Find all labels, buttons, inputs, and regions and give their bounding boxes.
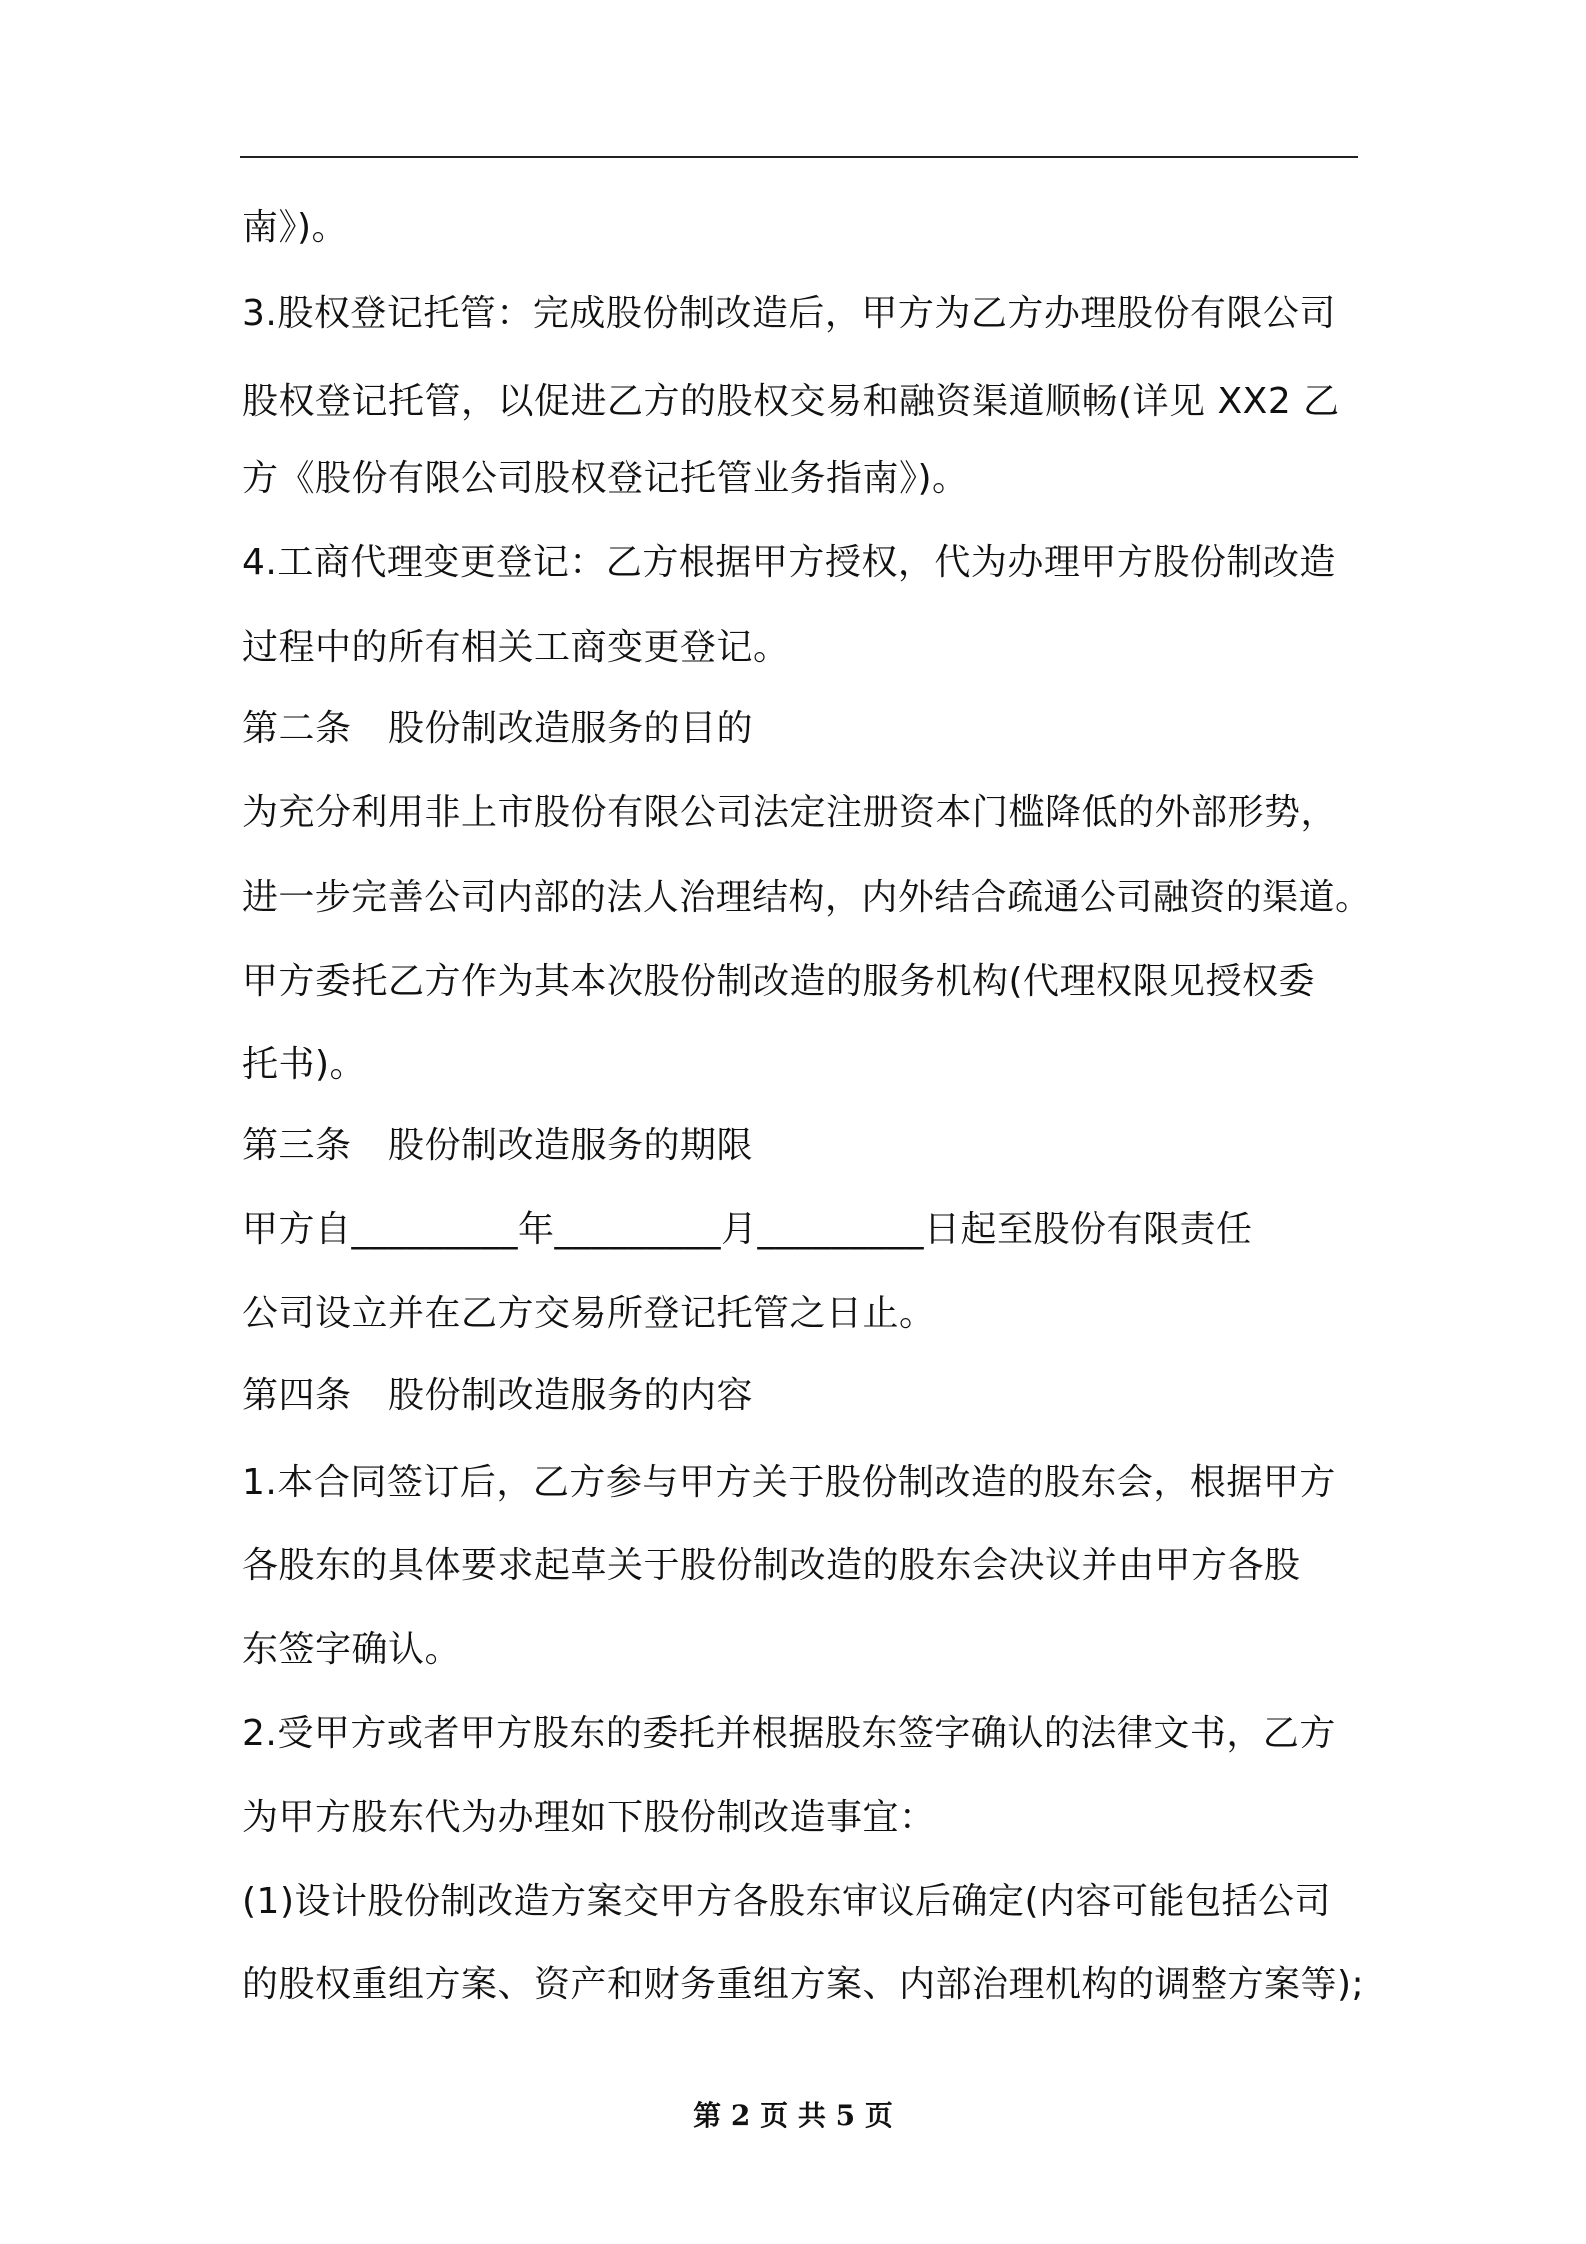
body-line: 方《股份有限公司股权登记托管业务指南》)。 xyxy=(242,458,969,499)
body-line: 公司设立并在乙方交易所登记托管之日止。 xyxy=(242,1293,936,1334)
header-rule xyxy=(240,156,1358,158)
body-line: 为充分利用非上市股份有限公司法定注册资本门槛降低的外部形势， xyxy=(242,792,1338,833)
article-heading: 第四条 股份制改造服务的内容 xyxy=(242,1375,754,1416)
body-line: 托书)。 xyxy=(242,1044,367,1085)
body-line: 东签字确认。 xyxy=(242,1629,462,1670)
body-line: 过程中的所有相关工商变更登记。 xyxy=(242,627,790,668)
body-line: 甲方委托乙方作为其本次股份制改造的服务机构(代理权限见授权委 xyxy=(242,961,1316,1002)
body-line: 2.受甲方或者甲方股东的委托并根据股东签字确认的法律文书，乙方 xyxy=(242,1713,1336,1754)
body-line: (1)设计股份制改造方案交甲方各股东审议后确定(内容可能包括公司 xyxy=(242,1881,1332,1922)
body-line: 股权登记托管，以促进乙方的股权交易和融资渠道顺畅(详见 XX2 乙 xyxy=(242,381,1340,422)
article-heading: 第二条 股份制改造服务的目的 xyxy=(242,708,754,749)
page-number-footer: 第 2 页 共 5 页 xyxy=(693,2099,893,2132)
body-line: 甲方自_________年_________月_________日起至股份有限责任 xyxy=(242,1209,1253,1250)
body-line: 的股权重组方案、资产和财务重组方案、内部治理机构的调整方案等); xyxy=(242,1964,1365,2005)
body-line: 4.工商代理变更登记：乙方根据甲方授权，代为办理甲方股份制改造 xyxy=(242,542,1336,583)
body-line: 1.本合同签订后，乙方参与甲方关于股份制改造的股东会，根据甲方 xyxy=(242,1462,1336,1503)
body-line: 3.股权登记托管：完成股份制改造后，甲方为乙方办理股份有限公司 xyxy=(242,293,1336,334)
article-heading: 第三条 股份制改造服务的期限 xyxy=(242,1125,754,1166)
body-line: 为甲方股东代为办理如下股份制改造事宜： xyxy=(242,1797,936,1838)
body-line: 进一步完善公司内部的法人治理结构，内外结合疏通公司融资的渠道。 xyxy=(242,877,1372,918)
body-line: 各股东的具体要求起草关于股份制改造的股东会决议并由甲方各股 xyxy=(242,1545,1301,1586)
body-line: 南》)。 xyxy=(242,207,349,248)
